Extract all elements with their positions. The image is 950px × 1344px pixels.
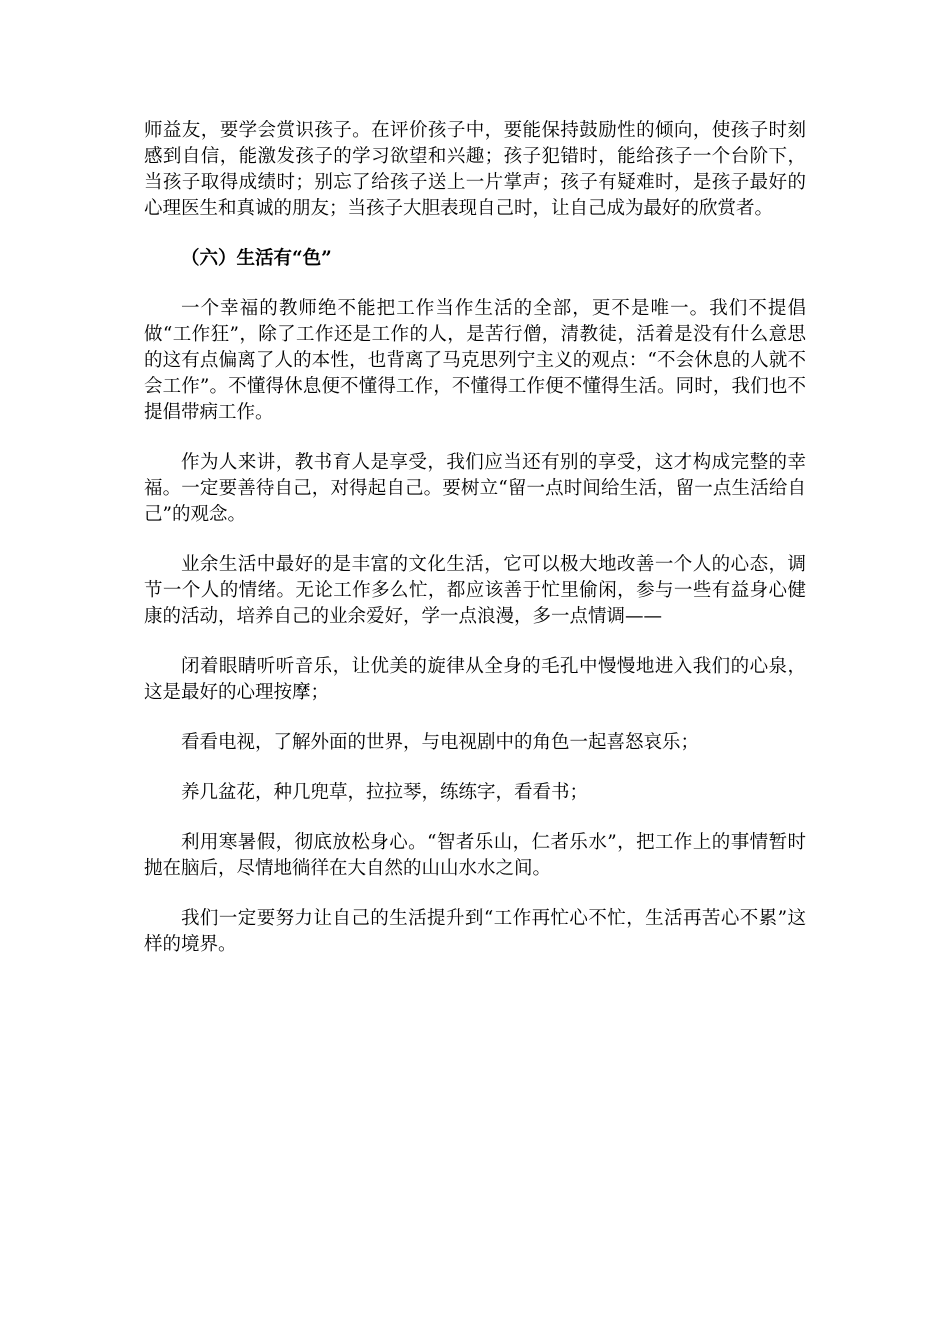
paragraph: 一个幸福的教师绝不能把工作当作生活的全部，更不是唯一。我们不提倡做“工作狂”，除了工作还是工作的人，是苦行僧，清教徒，活着是没有什么意思的这有点偏离了人的本性，也背离了马克思列宁主义的观点：“不会休息的人就不会工作”。不懂得休息便不懂得工作，不懂得工作便不懂得生活。同时，我们也不提倡带病工作。 [144, 298, 806, 423]
paragraph: 养几盆花，种几兜草，拉拉琴，练练字，看看书； [181, 782, 589, 803]
section-heading: （六）生活有“色” [181, 248, 332, 269]
paragraph-continued: 师益友，要学会赏识孩子。在评价孩子中，要能保持鼓励性的倾向，使孩子时刻感到自信，能激发孩子的学习欲望和兴趣；孩子犯错时，能给孩子一个台阶下，当孩子取得成绩时；别忘了给孩子送上一片掌声；孩子有疑难时，是孩子最好的心理医生和真诚的朋友；当孩子大胆表现自己时，让自己成为最好的欣赏者。 [144, 120, 806, 219]
paragraph: 闭着眼睛听听音乐，让优美的旋律从全身的毛孔中慢慢地进入我们的心泉，这是最好的心理按摩； [144, 656, 806, 703]
paragraph: 利用寒暑假，彻底放松身心。“智者乐山，仁者乐水”，把工作上的事情暂时抛在脑后，尽情地徜徉在大自然的山山水水之间。 [144, 832, 806, 879]
document-page [144, 118, 806, 982]
paragraph: 我们一定要努力让自己的生活提升到“工作再忙心不忙，生活再苦心不累”这样的境界。 [144, 908, 806, 955]
paragraph: 业余生活中最好的是丰富的文化生活，它可以极大地改善一个人的心态，调节一个人的情绪。无论工作多么忙，都应该善于忙里偷闲，参与一些有益身心健康的活动，培养自己的业余爱好，学一点浪漫，多一点情调—— [144, 554, 806, 627]
paragraph: 看看电视，了解外面的世界，与电视剧中的角色一起喜怒哀乐； [181, 732, 700, 753]
paragraph: 作为人来讲，教书育人是享受，我们应当还有别的享受，这才构成完整的幸福。一定要善待自己，对得起自己。要树立“留一点时间给生活，留一点生活给自己”的观念。 [144, 452, 806, 525]
